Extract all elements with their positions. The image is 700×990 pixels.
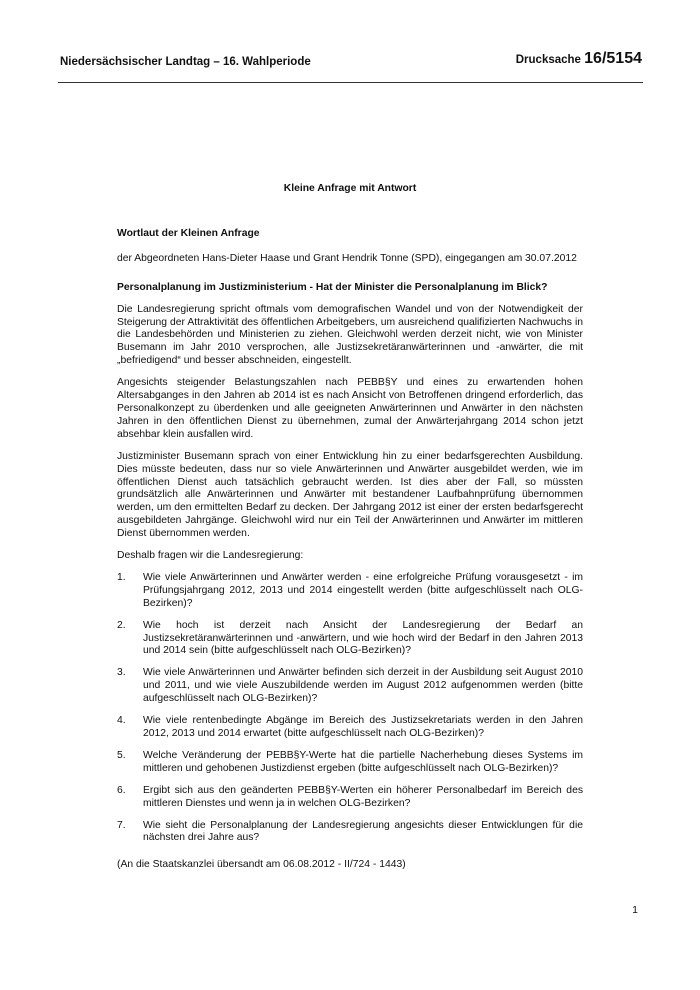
transmission-note: (An die Staatskanzlei übersandt am 06.08.2012 - II/724 - 1443) — [117, 859, 406, 871]
question-text: Wie sieht die Personalplanung der Landesregierung angesichts dieser Entwicklungen für die nächsten drei Jahre aus? — [143, 819, 583, 844]
page-number: 1 — [632, 904, 638, 916]
questions-intro: Deshalb fragen wir die Landesregierung: — [117, 550, 304, 562]
paragraph-2: Angesichts steigender Belastungszahlen nach PEBB§Y und eines zu erwartenden hohen Altersabganges in den Jahren ab 2014 ist es nach Ansicht von Betroffenen dringend erforderlich, das Personalkonzept zu überdenken und alle geeigneten Anwärterinnen und Anwärter in den nächsten Jahren in den öffentlichen Dienst zu übernehmen, zumal der Anwärterjahrgang 2014 schon jetzt absehbar klein ausfallen wird. — [117, 377, 583, 440]
drucksache-number: 16/5154 — [584, 50, 642, 67]
document-title: Kleine Anfrage mit Antwort — [283, 183, 417, 194]
section-heading: Wortlaut der Kleinen Anfrage — [117, 227, 260, 239]
question-text: Wie viele Anwärterinnen und Anwärter werden - eine erfolgreiche Prüfung vorausgesetzt - im Prüfungsjahrgang 2012, 2013 und 2014 eingestellt werden (bitte aufgeschlüsselt nach OLG-Bezirken)? — [143, 571, 583, 609]
header-divider — [58, 82, 643, 83]
questions-list — [117, 572, 583, 845]
question-item — [117, 785, 583, 811]
question-number: 6. — [117, 784, 126, 796]
question-text: Welche Veränderung der PEBB§Y-Werte hat die partielle Nacherhebung dieses Systems im mittleren und gehobenen Justizdienst ergeben (bitte aufgeschlüsselt nach OLG-Bezirken)? — [143, 749, 583, 774]
drucksache-reference — [516, 50, 642, 68]
document-body — [117, 183, 583, 872]
question-number: 5. — [117, 749, 126, 761]
question-number: 3. — [117, 667, 126, 679]
question-item — [117, 620, 583, 659]
question-item — [117, 820, 583, 846]
question-text: Wie viele Anwärterinnen und Anwärter befinden sich derzeit in der Ausbildung seit August 2010 und 2011, und wie viele Auszubildende werden im August 2012 aufgenommen werden (bitte aufgeschlüsselt nach OLG-Bezirken)? — [143, 667, 583, 705]
question-item — [117, 572, 583, 611]
question-text: Ergibt sich aus den geänderten PEBB§Y-Werten ein höherer Personalbedarf im Bereich des mittleren Dienstes und wenn ja in welchen OLG-Bezirken? — [143, 784, 583, 809]
parliament-title: Niedersächsischer Landtag – 16. Wahlperiode — [60, 56, 311, 68]
question-item — [117, 750, 583, 776]
question-text: Wie hoch ist derzeit nach Ansicht der Landesregierung der Bedarf an Justizsekretäranwärterinnen und -anwärtern, und wie hoch wird der Bedarf in den Jahren 2013 und 2014 sein (bitte aufgeschlüsselt nach OLG-Bezirken)? — [143, 619, 583, 657]
question-item — [117, 667, 583, 706]
question-text: Wie viele rentenbedingte Abgänge im Bereich des Justizsekretariats werden in den Jahren 2012, 2013 und 2014 erwartet (bitte aufgeschlüsselt nach OLG-Bezirken)? — [143, 715, 583, 739]
subject-heading: Personalplanung im Justizministerium - Hat der Minister die Personalplanung im Blick? — [117, 281, 548, 293]
paragraph-1: Die Landesregierung spricht oftmals vom demografischen Wandel und von der Notwendigkeit der Steigerung der Attraktivität des öffentlichen Arbeitgebers, um ausreichend qualifizierten Nachwuchs in die Landesbehörden und Ministerien zu ziehen. Gleichwohl werden derzeit nicht, wie von Minister Busemann im Jahr 2010 versprochen, alle Justizsekretäranwärterinnen und -anwärter, die mit „befriedigend“ und besser abschneiden, eingestellt. — [117, 303, 583, 367]
page-header — [60, 50, 642, 74]
question-number: 2. — [117, 619, 126, 631]
drucksache-label: Drucksache — [515, 54, 585, 66]
question-number: 1. — [117, 571, 126, 583]
submitters-line: der Abgeordneten Hans-Dieter Haase und Grant Hendrik Tonne (SPD), eingegangen am 30.07.2012 — [117, 252, 577, 264]
paragraph-3: Justizminister Busemann sprach von einer Entwicklung hin zu einer bedarfsgerechten Ausbildung. Dies müsste bedeuten, dass nur so viele Anwärterinnen und Anwärter ausgebildet werden, wie im öffentlichen Dienst auch tatsächlich gebraucht werden. Ist dies aber der Fall, so müssten grundsätzlich alle Anwärterinnen und Anwärter mit bestandener Laufbahnprüfung übernommen werden, um den ermittelten Bedarf zu decken. Der Jahrgang 2012 ist einer der ersten bedarfsgerecht ausgebildeten Jahrgänge. Gleichwohl wird nur ein Teil der Anwärterinnen und Anwärter im mittleren Dienst übernommen werden. — [117, 450, 583, 540]
question-number: 4. — [117, 715, 126, 727]
question-number: 7. — [117, 819, 126, 831]
question-item — [117, 715, 583, 741]
